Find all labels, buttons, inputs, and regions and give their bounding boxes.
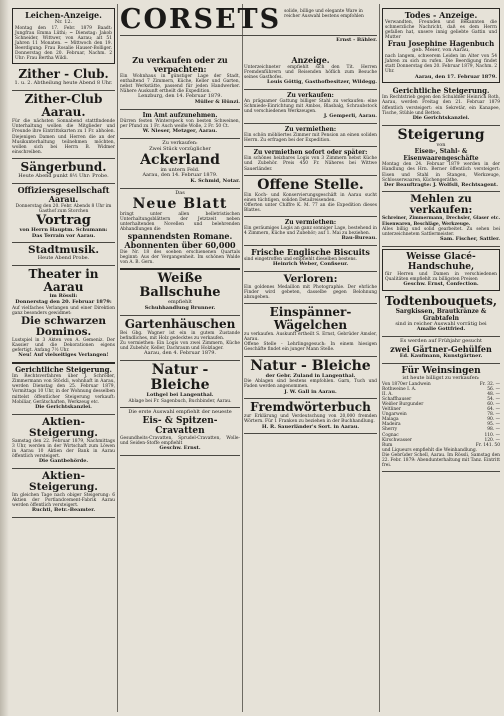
ad-title: Steigerung	[397, 126, 485, 143]
ad-iron-auction	[382, 126, 500, 193]
ad-signature: Müller & Hünzi.	[194, 99, 240, 106]
ad-title: Gartenhäuschen	[124, 316, 236, 331]
ad-saengerbund	[12, 159, 115, 184]
ad-date: Lenzburg, den 14. Februar 1879.	[137, 93, 223, 100]
ad-text: Montag den 24. Februar 1879 werden in der Handlung des Hrn. Berner öffentlich versteigert: Eisen und Stahl in Stangen, Werkzeuge, Schlosserwaaren, Küchengeräthe.	[382, 162, 500, 183]
ad-biscuits	[244, 246, 377, 272]
ad-forge-sale	[244, 90, 377, 124]
ad-title: Eis- & Spitzen-Cravatten	[142, 415, 218, 436]
ad-text: Lustspiel in 3 Akten von A. Gemeniz. Der Kassier und die Dekorationen eigens gefertigt. Anfang 7½ Uhr.	[12, 338, 115, 354]
ad-text: Samstag den 22. Februar 1879, Nachmittags 3 Uhr, werden in der Wirtschaft zum Löwen in Aarau 10 Aktien der Bank in Aarau öffentlich versteigert.	[12, 438, 115, 459]
ad-zither-verein	[12, 91, 115, 159]
wine-price: 95. —	[487, 422, 500, 428]
wine-price: 64. —	[487, 407, 500, 413]
ad-title: Aktien-Steigerung.	[29, 415, 98, 439]
ad-text: Auf vielfaches Verlangen und einer Direktion ganz besonders gewidmet:	[12, 305, 115, 316]
ad-text: Offene Stelle - Lehrlingsgesuch: In einem hiesigen Geschäfte findet ein junger Mann Stelle.	[244, 342, 377, 353]
wine-label: Cognac	[382, 432, 399, 438]
ad-text: Für die nächsten Sonnabend stattfindende Unterhaltung wollen die Mitglieder und Freunde ihre Eintrittskarten zu 1 Fr. abholen. Diejenigen Damen und Herren die an der Musikunterhaltung teilnehmen möchten, wollen sich bei Herrn B. Widmer einschreiben.	[12, 119, 115, 155]
ad-carriage	[244, 304, 377, 356]
ad-text: Ein Wohnhaus in günstiger Lage der Stadt, enthaltend 7 Zimmern, Küche, Keller und Garten, nebst Werkstätte, passend für jeden Handwerker. Nähere Auskunft ertheilt die Expedition.	[120, 74, 240, 95]
wine-price: Fr. 141. 50	[475, 442, 500, 448]
ad-officers-society	[12, 184, 115, 244]
ad-title: Weiße Ballschuhe	[139, 271, 221, 301]
ad-lost-item	[244, 272, 377, 304]
ad-cravats	[120, 408, 240, 456]
ad-gloves	[382, 249, 500, 291]
ad-text: Heute Abend Probe.	[37, 255, 90, 262]
ad-title: Zu verkaufen:	[287, 92, 334, 100]
ad-wine-list	[382, 364, 500, 472]
ad-title: Frische Englische Biscuits	[251, 246, 370, 257]
ad-title: Zu verkaufen oder zu verpachten:	[132, 55, 228, 74]
ad-title: Weisse Glacé-Handschuhe,	[406, 251, 476, 272]
wine-price: 98. —	[487, 427, 500, 433]
ad-share-auction-2	[12, 469, 115, 518]
ad-text: Gesundheits-Cravatten, Sprudel-Cravatten, Wolle- und Seiden-Stoffe empfiehlt	[120, 435, 240, 446]
ad-signature: Bau-Bureau.	[341, 235, 377, 242]
ad-title: Anzeige.	[291, 55, 330, 65]
ad-sale-or-lease	[120, 54, 240, 110]
ad-text: Die erste Auswahl empfiehlt der neueste	[128, 409, 232, 416]
ad-text: zu verkaufen. Auskunft ertheilt S. Ernst, Gebrüder Amsler, Aarau.	[244, 332, 377, 343]
ad-text: Die Nr. 18 des soeben erschienenen Quartals beginnt: Aus der Vergangenheit. Im schönen Walde von A. B. Gern.	[120, 250, 240, 266]
ad-text: Ein schön möbliertes Zimmer mit Pension an einen soliden Herrn. Zu erfragen bei der Expedition.	[244, 133, 377, 144]
ad-text: bringt unter allen belletristischen Unterhaltungsblättern der Jetztzeit neben unterhaltenden Novellen und belehrenden Abhandlungen die	[120, 211, 240, 233]
wine-label: Weißer Burgunder	[382, 402, 424, 407]
ad-title: Verloren:	[283, 272, 338, 285]
ad-venue: im Rössli:	[49, 293, 78, 300]
ad-text: An prägsamer Gattung billiger Stahl zu verkaufen: eine Schmiede-Einrichtung mit Ambos, Blasbalg, Schraubstock und verschiedenen Werkzeugen.	[244, 99, 377, 115]
ad-signature: Die Gerichtskanzlei.	[412, 114, 470, 121]
ad-dictionary	[244, 399, 377, 434]
ad-text: Ablage bei Fr. Sagenbuch, Buchbinder, Aarau.	[128, 398, 232, 404]
ad-title: Offene Stelle.	[257, 176, 364, 193]
ad-title: Zither - Club.	[18, 67, 109, 82]
ad-text: Heute Abend punkt 8½ Uhr: Probe.	[18, 172, 109, 179]
ad-text: und Liqueurs empfiehlt die Weinhandlung.	[382, 447, 478, 453]
ad-text: Schreiner, Zimmermann, Drechsler, Glaser etc. Eisenwaren, Beschläge, Werkzeuge.	[382, 216, 500, 227]
ad-text: im untern Feld.	[160, 166, 200, 173]
wine-label: Veltliner	[382, 407, 401, 413]
corsets-row	[120, 6, 377, 36]
ad-title: Im Amt aufzunehmen.	[142, 111, 218, 119]
wine-label: Madeira	[382, 422, 401, 428]
ad-title: Natur - Bleiche	[150, 362, 210, 394]
wine-label: Malaga	[382, 417, 399, 423]
ad-text: Lothgel bei Langenthal.	[146, 392, 214, 399]
ad-signature: Der Beauftragte: J. Wolfsli, Rechtsagent.	[384, 181, 498, 188]
ad-signature: Geschw. Ernst.	[159, 445, 201, 452]
wine-label: Schaffhauser	[382, 396, 412, 402]
ad-number: Nr. 12.	[54, 19, 73, 25]
ad-signature: Amalie Gottfried.	[416, 326, 466, 333]
ad-text: Zu vermiethen: Ein Logis von zwei Zimmern, Küche und Zubehör, Keller, Dachraum und Holzlager.	[120, 341, 240, 352]
ad-title: Mehlen zu verkaufen:	[409, 193, 473, 217]
ad-signature: Heinrich Weber, Confiseur.	[272, 261, 349, 268]
ad-title: Theater in Aarau	[28, 267, 99, 295]
wine-price: 48. —	[487, 391, 500, 397]
ad-text: von	[436, 141, 446, 148]
wine-price: Fr. 32. —	[479, 381, 500, 387]
ad-job-opening	[244, 176, 377, 217]
wine-price: 78. —	[487, 412, 500, 418]
wine-price: 60. —	[487, 402, 500, 407]
ad-name: Frau Josephine Hagenbuch	[387, 39, 495, 49]
ad-signature: J. Gemperli, Aarau.	[323, 113, 377, 120]
column-rule	[117, 4, 118, 712]
ad-text: nach langem, schwerem Leiden im Alter von 54 Jahren zu sich zu rufen. Die Beerdigung findet statt Donnerstag den 20. Februar 1879, Nachm. 2 Uhr.	[385, 54, 497, 75]
wine-label: Ungarwein	[382, 412, 407, 418]
ad-title: Für Weinsingen	[401, 365, 481, 376]
ad-headline: Ackerland	[140, 151, 220, 168]
ad-apartment	[244, 217, 377, 246]
ad-topic: Das Terrain vor Aarau.	[31, 232, 96, 239]
ad-neue-blatt	[120, 189, 240, 270]
corsets-headline: CORSETS	[120, 4, 282, 35]
ad-text: Montag den 17. Febr. 1879 Baadt: Jungfrau Emma Lüthi; ~ Dienstag: Jakob Schneider, Wittwer, von Aarau; alt 51 Jahren 11 Monaten. ~ Mittwoch den 19. Beerdigung: Frau Rosalie Hauser-Bolliger. Donnerstag den 20. Februar, Nachm. 2 Uhr: Frau Bertha Wildi.	[15, 25, 112, 62]
ad-text: Ein geräumiges Logis an ganz sonniger Lage, bestehend in 4 Zimmern, Küche und Zubehör; auf 1. Mai zu beziehen.	[244, 226, 377, 237]
ad-title: Sängerbund.	[20, 159, 107, 174]
ad-court-auction	[12, 364, 115, 414]
ad-text: empfiehlt	[167, 299, 193, 306]
ad-date: Aarau, den 14. Februar 1879.	[142, 172, 218, 179]
wine-price: 90. —	[487, 417, 500, 423]
ad-corsets	[120, 6, 377, 52]
ad-text: Die Gebrüder Schell, Aarau. Im Rössli, Samstag den 22. Febr. 1879: Abendunterhaltung mit Tanz. Eintritt frei.	[382, 452, 500, 469]
ad-signature: Die Gerichtskanzlei.	[35, 403, 92, 410]
wine-label: Kirschwasser	[382, 437, 412, 443]
ad-text: sind in reicher Auswahl vorrätig bei	[395, 320, 487, 327]
ad-note: Neu! Auf vielseitiges Verlangen!	[18, 352, 109, 359]
ad-title: Zither-Club Aarau.	[24, 92, 103, 120]
ad-text: Donnerstag den 20. Febr. Abends 8 Uhr im Gasthof zum Storchen	[15, 203, 112, 214]
ad-text: Zwei Stück vorzüglicher	[149, 145, 211, 152]
ad-text: Die Ablagen sind bestens empfohlen. Garn, Tuch und Faden werden angenommen.	[244, 379, 377, 390]
ad-text: Dürren festen Winterspeck von besten Schweinen, per Pfund zu 1 Fr. Auch weiße Wolle, 2 Fr. 50 Ct.	[120, 118, 240, 130]
ad-headline: Neue Blatt	[132, 195, 228, 212]
wine-price: 56. —	[487, 386, 500, 392]
wine-price: 120. —	[484, 437, 500, 443]
wine-price: 110. —	[484, 432, 500, 438]
corsets-text: solide, billige und elegante Ware in reicher Auswahl bestens empfohlen	[284, 9, 364, 19]
ad-signature: Sam. Fischer, Sattler.	[440, 235, 500, 242]
ad-title: Zu vermiethen:	[284, 219, 337, 226]
ad-text: Verwandten, Freunden und Bekannten die schmerzliche Nachricht, daß es dem Herrn gefallen hat, unsere innig geliebte Gattin und Mutter	[385, 20, 497, 41]
ad-text: Ein goldenes Medaillon mit Photographie. Der ehrliche Finder wird gebeten, dasselbe gegen Belohnung abzugeben.	[244, 284, 377, 301]
ad-signature: Ed. Kaufmann, Kunstgärtner.	[399, 353, 483, 360]
wine-label: Von 1870er Landwein	[382, 381, 431, 387]
column-3	[244, 54, 377, 712]
wine-label: Sherry	[382, 427, 398, 433]
ad-signature: Ruchti, Betr.-Beamter.	[31, 506, 96, 513]
ad-lodging-rent	[244, 147, 377, 175]
ad-signature: Aarau, den 17. Februar 1879.	[414, 73, 497, 80]
wine-label: Rum	[382, 442, 393, 448]
ad-title: Zu vermiethen sofort oder später:	[253, 149, 368, 157]
ad-title: Natur - Bleiche	[250, 357, 371, 374]
ad-natural-bleach-2	[244, 357, 377, 400]
ad-signature: Geschw. Ernst, Confection.	[403, 280, 479, 287]
ad-signature: Schuhhandlung Brunner.	[144, 305, 216, 312]
ad-name: Eisen-, Stahl- & Eisenwaarengeschäfte	[403, 148, 479, 163]
ad-text: Alles billig und solid gearbeitet. Zu sehen bei unterzeichnetem Sattlermeister.	[382, 226, 500, 237]
corsets-signature: Ernst - Bähler.	[336, 37, 377, 43]
ad-name: Sargkissen, Brautkränze & Grabtafeln	[395, 307, 487, 322]
ad-headline: Vortrag	[36, 212, 91, 228]
ad-title: Leichen-Anzeige.	[25, 10, 102, 20]
column-rule	[242, 4, 243, 712]
wine-price-list	[382, 382, 500, 448]
ad-text: Unterzeichneter empfiehlt sich den Tit. Herren Fremdenführern und Reisenden höflich zum Besuche seines Gasthofes.	[244, 65, 377, 81]
ad-furniture	[382, 192, 500, 246]
ad-gardeners-wanted	[382, 337, 500, 364]
ad-title: Zu vermiethen:	[284, 126, 337, 134]
wine-label: Rothweine I. A.	[382, 386, 417, 392]
wine-label: II. A.	[382, 391, 393, 397]
ad-play: Die schwarzen Dominos.	[20, 315, 107, 339]
ad-text: Im Rechtstrieb gegen den Schuldner Heinrich Roth, Aarau, werden Freitag den 21. Februar 1879 öffentlich versteigert: ein Sekretär, ein Kanapee, Tische, Stühle und Betten.	[382, 95, 500, 116]
ad-title: Es werden auf Frühjahr gesucht	[399, 338, 483, 345]
column-1	[12, 6, 115, 712]
ad-title: Fremdwörterbuch	[250, 400, 371, 415]
ad-stranger-notice	[244, 54, 377, 90]
ad-court-auction-2	[382, 85, 500, 125]
ad-text: ist heute billigst zu verkaufen:	[402, 374, 480, 381]
ad-title: Gerichtliche Steigerung.	[392, 86, 490, 96]
ad-text: 1. u. 2. Abtheilung heute Abend 8 Uhr.	[14, 80, 113, 87]
ad-signature: H. R. Sauerländer's Sort. in Aarau.	[261, 423, 360, 430]
ad-room-rent	[244, 124, 377, 147]
ad-theater	[12, 266, 115, 364]
ad-funeral-wreaths	[382, 293, 500, 338]
ad-title: Stadtmusik.	[27, 244, 99, 257]
ad-text: Ein Koch- und Konservierungsgeschäft in Aarau sucht einen tüchtigen, soliden Detailreisenden.	[244, 192, 377, 203]
ad-text: Im gleichen Tage nach obiger Steigerung: 6 Aktien der Portlandcement-Fabrik Aarau werden öffentlich versteigert.	[12, 492, 115, 508]
page-edge-shadow	[0, 0, 9, 716]
ad-text: der Gebr. Zuland in Langenthal.	[265, 372, 356, 379]
ad-title: Gerichtliche Steigerung.	[15, 365, 112, 375]
ad-signature: Louis Göttig, Gasthofbesitzer, Wildegg.	[266, 79, 377, 86]
ad-death-announcement	[382, 8, 500, 83]
ad-text: Im Rechtsverfahren über J. Schröder, Zimmermann von Stöckli, wohnhaft in Aarau, werden Dienstag den 25. Februar 1879, Vormittags 10 Uhr, in der Wohnung desselben mittelst öffentlicher Steigerung verkauft: Mobiliar, Gerätschaften, Werkzeug etc.	[12, 374, 115, 405]
ad-text: geb. Meier, von Aarau,	[412, 47, 470, 54]
column-4	[382, 6, 500, 712]
ad-stadtmusik	[12, 243, 115, 266]
ad-title: Todtenbouquets,	[384, 293, 498, 308]
ad-feature: spannendsten Romane.	[127, 231, 233, 242]
ad-signature: Die Gantbehörde.	[38, 457, 89, 464]
ad-stat: Abonnenten über 60,000	[124, 240, 236, 251]
ad-text: für Herren und Damen in verschiedenen Qualitäten empfiehlt zu billigsten Preisen	[385, 271, 497, 282]
ad-ball-shoes	[120, 270, 240, 316]
ad-title: Aktien-Steigerung.	[29, 469, 98, 493]
ad-title: Zu verkaufen:	[162, 139, 198, 146]
ad-death-notices	[12, 8, 115, 64]
ad-date: Aarau, den 4. Februar 1879.	[144, 350, 216, 357]
ad-title: Todes - Anzeige.	[404, 10, 478, 20]
ad-name: zwei Gärtner-Gehülfen	[390, 344, 492, 355]
wine-price: 54. —	[487, 396, 500, 402]
ad-signature: J. W. Gall in Aarau.	[284, 388, 337, 395]
ad-share-auction-1	[12, 415, 115, 469]
ad-text: Ein schönes heizbares Logis von 3 Zimmern nebst Küche und Zubehör. Preis 450 Fr. Näheres bei Wittwe Sauerländer.	[244, 156, 377, 172]
ad-date: Donnerstag den 20. Februar 1879:	[15, 299, 112, 306]
ad-text: Offerten unter Chiffre K. M. 77 an die Expedition dieses Blattes.	[244, 202, 377, 213]
ad-text: sind eingetroffen und empfiehlt dieselben bestens.	[244, 256, 357, 262]
ad-signature: W. Nieser, Metzger, Aarau.	[142, 128, 218, 135]
ad-signature: K. Schmid, Notar.	[190, 178, 240, 185]
ad-zither-club	[12, 66, 115, 91]
ad-natural-bleach-1	[120, 361, 240, 408]
ad-garden-house	[120, 316, 240, 361]
ad-text: Bei Gbg. Wagner ist ein in gutem Zustande befindliches, mit Holz gedecktes zu verkaufen.	[120, 330, 240, 342]
ad-speaker: von Herrn Hauptm. Schumann:	[19, 226, 108, 233]
column-rule	[379, 4, 380, 712]
ad-title: Das	[175, 189, 185, 196]
ad-farmland	[120, 139, 240, 189]
ad-text: zur Erklärung und Verdeutschung von 20,000 fremden Wörtern. Für 1 Franken zu beziehen in der Buchhandlung.	[244, 414, 377, 425]
ad-title: Offiziersgesellschaft Aarau.	[17, 184, 110, 204]
ad-winter-bacon	[120, 110, 240, 139]
column-2	[120, 54, 240, 712]
ad-title: Einspänner-Wägelchen	[269, 305, 352, 333]
